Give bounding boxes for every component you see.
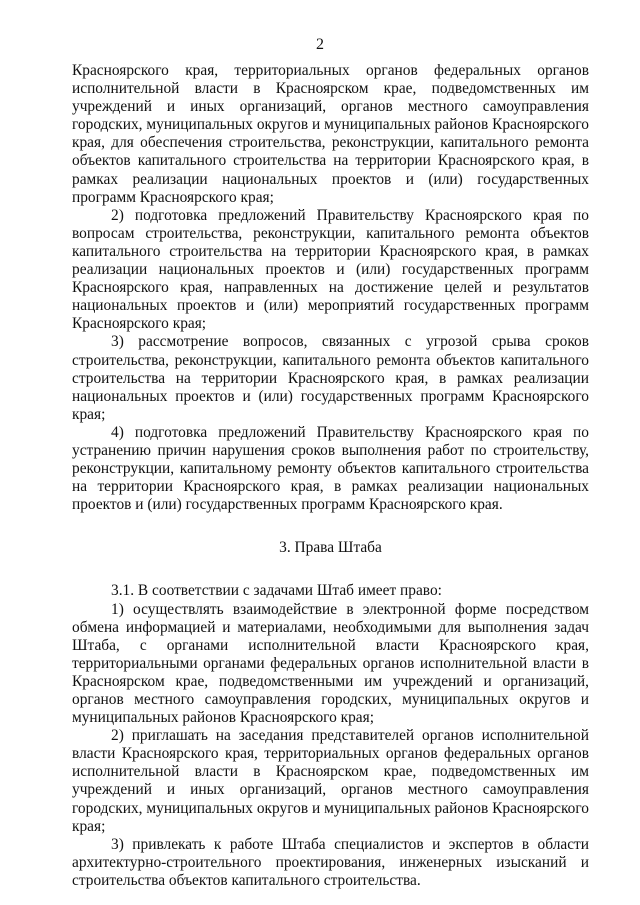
- paragraph-right-3: 3) привлекать к работе Штаба специалистов и экспертов в области архитектурно-строительного проектирования, инженерных изысканий и строительства объектов капитального строительства.: [72, 835, 589, 889]
- paragraph-item-3: 3) рассмотрение вопросов, связанных с угрозой срыва сроков строительства, реконструкции, капитального ремонта объектов капитального строительства на территории Красноярского края, в рамках реализации национальных проектов и (или) государственных программ Красноярского края;: [72, 333, 589, 423]
- paragraph-right-1: 1) осуществлять взаимодействие в электронной форме посредством обмена информацией и материалами, необходимыми для выполнения задач Штаба, с органами исполнительной власти Красноярского края, территориальными органами федеральных органов исполнительной власти в Красноярском крае, подведомственными им учреждений и организаций, органов местного самоуправления городских, муниципальных округов и муниципальных районов Красноярского края;: [72, 600, 589, 727]
- page-number: 2: [316, 36, 324, 53]
- paragraph-item-4: 4) подготовка предложений Правительству Красноярского края по устранению причин нарушения сроков выполнения работ по строительству, реконструкции, капитальному ремонту объектов капитального строительства на территории Красноярского края, в рамках реализации национальных проектов и (или) государственных программ Красноярского края.: [72, 423, 589, 514]
- paragraph-3-1: 3.1. В соответствии с задачами Штаб имеет право:: [111, 582, 442, 600]
- document-body: [72, 62, 589, 890]
- paragraph-item-2: 2) подготовка предложений Правительству Красноярского края по вопросам строительства, реконструкции, капитального ремонта объектов капитального строительства на территории Красноярского края, в рамках реализации национальных проектов и (или) государственных программ Красноярского края, направленных на достижение целей и результатов национальных проектов и (или) мероприятий государственных программ Красноярского края;: [72, 206, 589, 333]
- paragraph-right-2: 2) приглашать на заседания представителей органов исполнительной власти Красноярского края, территориальных органов федеральных органов исполнительной власти в Красноярском крае, подведомственных им учреждений и иных организаций, органов местного самоуправления городских, муниципальных округов и муниципальных районов Красноярского края;: [72, 727, 589, 835]
- paragraph-continuation: Красноярского края, территориальных органов федеральных органов исполнительной власти в Красноярском крае, подведомственных им учреждений и иных организаций, органов местного самоуправления городских, муниципальных округов и муниципальных районов Красноярского края, для обеспечения строительства, реконструкции, капитального ремонта объектов капитального строительства на территории Красноярского края, в рамках реализации национальных проектов и (или) государственных программ Красноярского края;: [72, 62, 589, 206]
- section-heading: 3. Права Штаба: [279, 539, 382, 557]
